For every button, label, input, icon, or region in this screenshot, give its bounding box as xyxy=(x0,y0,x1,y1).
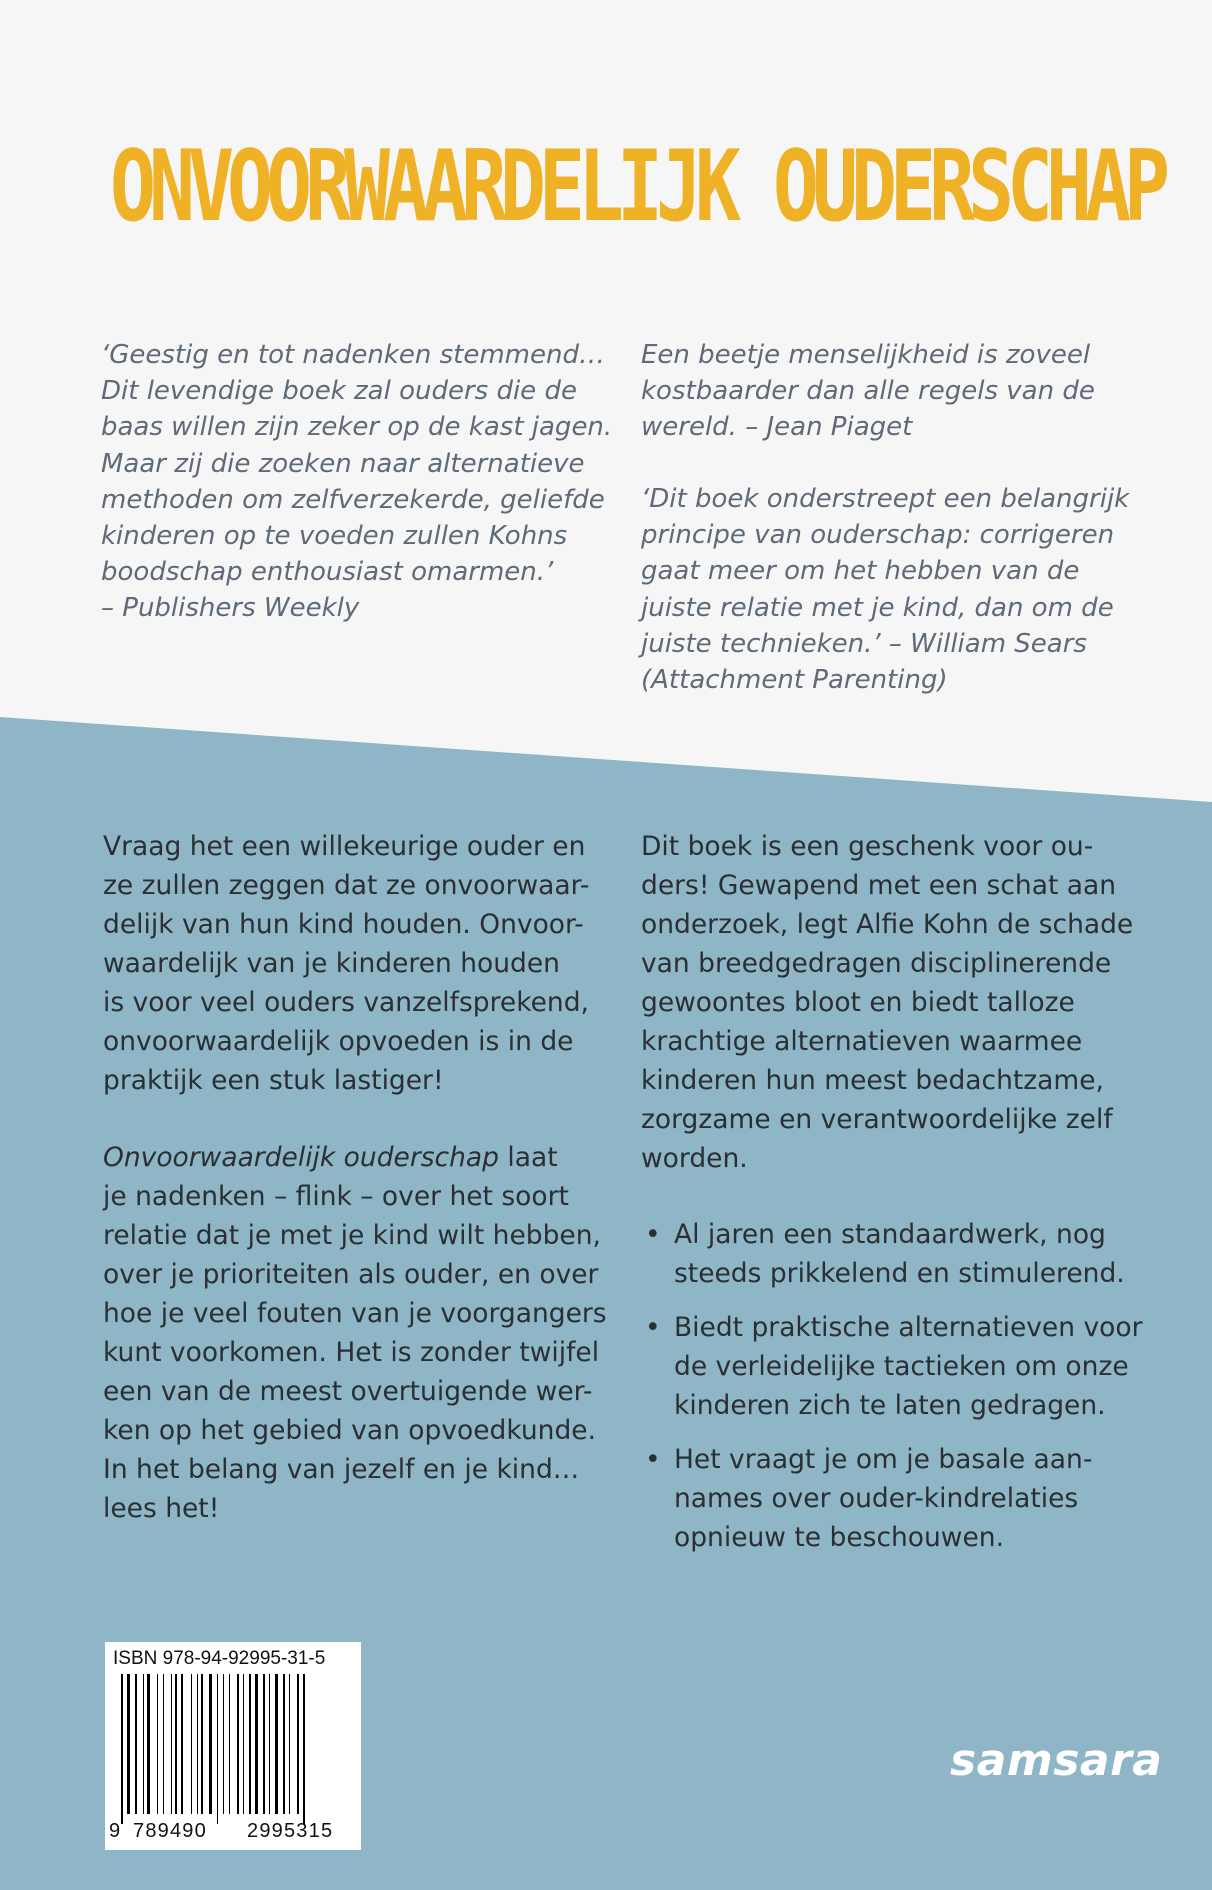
bullet-line: steeds prikkelend en stimulerend. xyxy=(674,1258,1125,1289)
barcode-bar xyxy=(237,1674,239,1814)
quote-line: – Publishers Weekly xyxy=(101,593,360,624)
body-line: ders! Gewapend met een schat aan xyxy=(641,870,1117,901)
body-line: kunt voorkomen. Het is zonder twijfel xyxy=(103,1337,600,1368)
bullet-line: Het vraagt je om je basale aan- xyxy=(674,1444,1093,1475)
body-line: worden. xyxy=(641,1143,748,1174)
barcode-bar xyxy=(275,1674,278,1814)
bullet-item xyxy=(645,1215,1165,1293)
quote-line: kostbaarder dan alle regels van de xyxy=(641,376,1095,407)
bullet-item xyxy=(645,1440,1165,1557)
bullet-icon: • xyxy=(645,1444,661,1475)
barcode-bar xyxy=(181,1674,183,1814)
body-line: ken op het gebied van opvoedkunde. xyxy=(103,1415,597,1446)
body-line: Vraag het een willekeurige ouder en xyxy=(103,831,586,862)
barcode-bar xyxy=(171,1674,172,1814)
body-line: In het belang van jezelf en je kind… xyxy=(103,1454,580,1485)
quote-line: Maar zij die zoeken naar alternatieve xyxy=(101,448,585,479)
barcode-bar xyxy=(283,1674,285,1814)
body-line: is voor veel ouders vanzelfsprekend, xyxy=(103,987,589,1018)
barcode-bar xyxy=(229,1674,230,1814)
quote-line: ‘Geestig en tot nadenken stemmend… xyxy=(101,340,605,370)
bullet-line: kinderen zich te laten gedragen. xyxy=(674,1390,1106,1421)
body-line xyxy=(103,1138,623,1177)
body-line: ze zullen zeggen dat ze onvoorwaar- xyxy=(103,870,590,901)
body-line: hoe je veel fouten van je voorgangers xyxy=(103,1298,607,1329)
barcode-bar xyxy=(135,1674,137,1814)
body-line: delijk van hun kind houden. Onvoor- xyxy=(103,909,584,940)
quote-line: juiste relatie met je kind, dan om de xyxy=(641,592,1114,623)
quote-line: Een beetje menselijkheid is zoveel xyxy=(641,340,1091,370)
barcode-bar xyxy=(217,1674,218,1824)
body-line: praktijk een stuk lastiger! xyxy=(103,1065,444,1096)
body-line: relatie dat je met je kind wilt hebben, xyxy=(103,1220,601,1251)
quote-line: kinderen op te voeden zullen Kohns xyxy=(101,521,568,552)
body-line: van breedgedragen disciplinerende xyxy=(641,948,1112,979)
barcode-bar xyxy=(147,1674,150,1814)
quote-line: ‘Dit boek onderstreept een belangrijk xyxy=(641,484,1130,514)
barcode-bar xyxy=(191,1674,192,1814)
body-line: zorgzame en verantwoordelijke zelf xyxy=(641,1104,1113,1135)
body-line: Dit boek is een geschenk voor ou- xyxy=(641,831,1094,862)
barcode-bar xyxy=(201,1674,203,1814)
barcode-bar xyxy=(269,1674,270,1814)
barcode-bar xyxy=(289,1674,290,1814)
quote-line: juiste technieken.’ – William Sears xyxy=(641,628,1087,659)
bullet-line: opnieuw te beschouwen. xyxy=(674,1522,1005,1553)
description-paragraph-2 xyxy=(103,1138,623,1528)
book-title-inline: Onvoorwaardelijk ouderschap xyxy=(103,1142,499,1173)
quote-line: Dit levendige boek zal ouders die de xyxy=(101,376,577,407)
isbn-barcode xyxy=(105,1642,361,1850)
barcode-bar xyxy=(243,1674,244,1814)
body-line: onderzoek, legt Alfie Kohn de schade xyxy=(641,909,1134,940)
body-line: gewoontes bloot en biedt talloze xyxy=(641,987,1075,1018)
quote-line: wereld. – Jean Piaget xyxy=(641,412,913,443)
ean-digit-first: 9 xyxy=(109,1820,121,1842)
bullet-item xyxy=(645,1308,1165,1425)
quote-jean-piaget xyxy=(641,337,1161,446)
quote-line: (Attachment Parenting) xyxy=(641,665,948,696)
body-line: een van de meest overtuigende wer- xyxy=(103,1376,593,1407)
barcode-bar xyxy=(175,1674,177,1814)
barcode-bar xyxy=(209,1674,212,1814)
bullet-line: Biedt praktische alternatieven voor xyxy=(674,1312,1143,1343)
body-line: waardelijk van je kinderen houden xyxy=(103,948,560,979)
barcode-bar xyxy=(297,1674,299,1814)
feature-bullet-list xyxy=(645,1215,1165,1572)
bullet-line: Al jaren een standaardwerk, nog xyxy=(674,1219,1106,1250)
barcode-bar xyxy=(249,1674,251,1814)
isbn-label: ISBN 978-94-92995-31-5 xyxy=(113,1648,326,1669)
barcode-bar xyxy=(263,1674,265,1814)
quote-william-sears xyxy=(641,481,1161,698)
body-text-fragment: laat xyxy=(498,1142,558,1173)
body-line: kinderen hun meest bedachtzame, xyxy=(641,1065,1104,1096)
bullet-icon: • xyxy=(645,1312,661,1343)
description-paragraph-1 xyxy=(103,827,623,1100)
barcode-bar xyxy=(157,1674,158,1814)
barcode-bar xyxy=(127,1674,130,1814)
barcode-bar xyxy=(197,1674,198,1814)
quote-line: baas willen zijn zeker op de kast jagen. xyxy=(101,412,613,443)
barcode-bar xyxy=(255,1674,258,1814)
quote-line: gaat meer om het hebben van de xyxy=(641,556,1080,587)
barcode-bars-graphic xyxy=(105,1642,361,1850)
quote-line: boodschap enthousiast omarmen.’ xyxy=(101,557,554,588)
bullet-icon: • xyxy=(645,1219,661,1250)
body-line: lees het! xyxy=(103,1493,220,1524)
body-line: je nadenken – flink – over het soort xyxy=(103,1181,569,1212)
quote-line: principe van ouderschap: corrigeren xyxy=(641,520,1115,551)
book-title: ONVOORWAARDELIJK OUDERSCHAP xyxy=(110,130,1164,244)
body-line: krachtige alternatieven waarmee xyxy=(641,1026,1083,1057)
barcode-bar xyxy=(303,1674,305,1824)
quote-line: methoden om zelfverzekerde, geliefde xyxy=(101,484,605,515)
publisher-logo: samsara xyxy=(950,1735,1163,1786)
barcode-bar xyxy=(143,1674,144,1814)
description-paragraph-3 xyxy=(641,827,1161,1178)
quote-publishers-weekly xyxy=(101,337,621,627)
barcode-bar xyxy=(121,1674,123,1824)
ean-digits-left: 789490 xyxy=(133,1820,207,1842)
bullet-line: de verleidelijke tactieken om onze xyxy=(674,1351,1129,1382)
ean-digits-right: 2995315 xyxy=(247,1820,334,1842)
bullet-line: names over ouder-kindrelaties xyxy=(674,1483,1079,1514)
barcode-bar xyxy=(163,1674,164,1814)
body-line: over je prioriteiten als ouder, en over xyxy=(103,1259,599,1290)
body-line: onvoorwaardelijk opvoeden is in de xyxy=(103,1026,574,1057)
barcode-bar xyxy=(223,1674,224,1814)
